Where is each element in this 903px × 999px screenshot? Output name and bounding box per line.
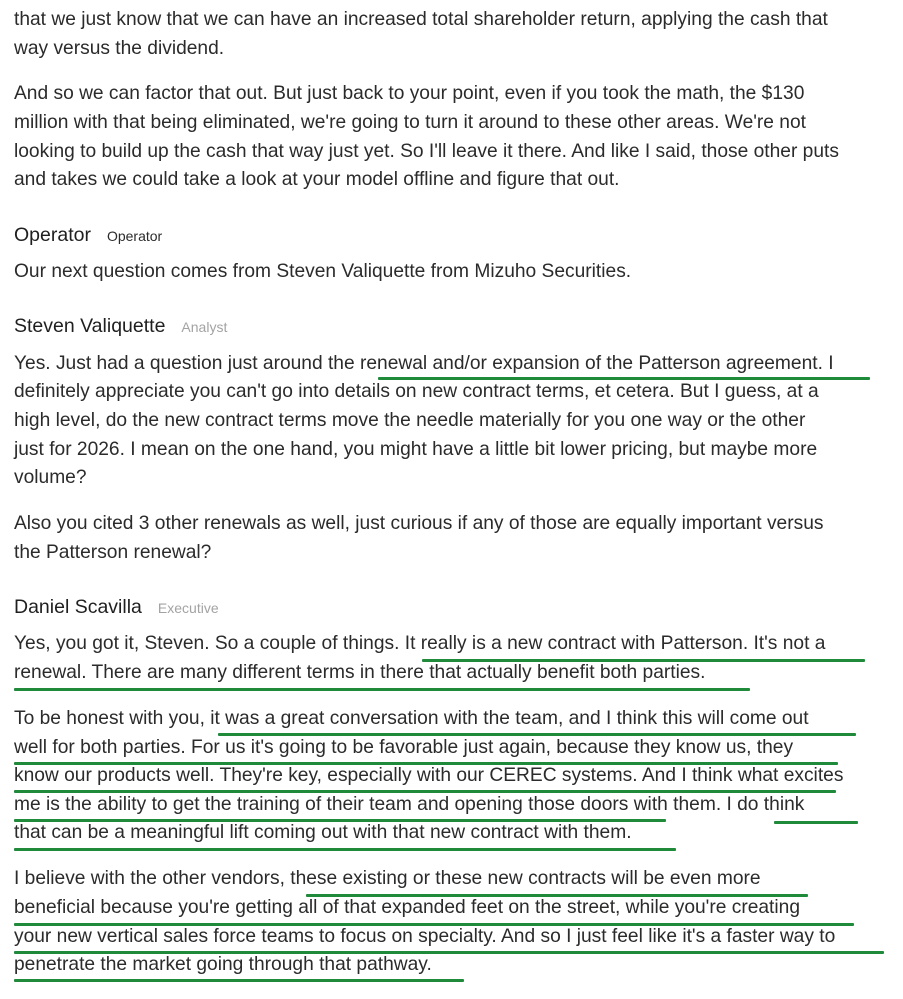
speaker-name: Operator	[14, 224, 91, 246]
highlight-underline	[14, 790, 836, 793]
paragraph-line: your new vertical sales force teams to focus on specialty. And so I just feel like it's a faster way to	[14, 926, 836, 947]
paragraph-line: and takes we could take a look at your model offline and figure that out.	[14, 169, 620, 190]
paragraph-line: penetrate the market going through that pathway.	[14, 954, 432, 975]
paragraph-line: well for both parties. For us it's going to be favorable just again, because they know us, they	[14, 737, 794, 758]
paragraph-line: And so we can factor that out. But just back to your point, even if you took the math, the $130	[14, 83, 805, 104]
paragraph-line: Yes, you got it, Steven. So a couple of things. It really is a new contract with Patterson. It's not a	[14, 633, 826, 654]
highlight-underline	[14, 951, 884, 954]
paragraph-line: million with that being eliminated, we're going to turn it around to these other areas. We're not	[14, 112, 806, 133]
speaker-role-badge: Analyst	[181, 319, 228, 335]
speaker-header-daniel	[14, 594, 219, 620]
highlight-underline	[774, 821, 858, 824]
paragraph-line: that we just know that we can have an increased total shareholder return, applying the cash that	[14, 9, 828, 30]
paragraph-line: I believe with the other vendors, these existing or these new contracts will be even more	[14, 868, 761, 889]
paragraph-line: high level, do the new contract terms move the needle materially for you one way or the other	[14, 410, 806, 431]
paragraph-line: definitely appreciate you can't go into details on new contract terms, et cetera. But I guess, at a	[14, 381, 819, 402]
highlight-underline	[14, 979, 464, 982]
highlight-underline	[378, 377, 870, 380]
paragraph-line: just for 2026. I mean on the one hand, you might have a little bit lower pricing, but maybe more	[14, 439, 818, 460]
paragraph-line: the Patterson renewal?	[14, 542, 212, 563]
paragraph-line: volume?	[14, 467, 87, 488]
paragraph-line: that can be a meaningful lift coming out with that new contract with them.	[14, 822, 632, 843]
paragraph-line: renewal. There are many different terms in there that actually benefit both parties.	[14, 662, 706, 683]
speaker-name: Daniel Scavilla	[14, 596, 142, 618]
highlight-underline	[306, 894, 808, 897]
paragraph-line: Also you cited 3 other renewals as well, just curious if any of those are equally important versus	[14, 513, 824, 534]
paragraph-line: know our products well. They're key, especially with our CEREC systems. And I think what excites	[14, 765, 844, 786]
speaker-header-operator	[14, 222, 162, 248]
paragraph-line: Our next question comes from Steven Valiquette from Mizuho Securities.	[14, 261, 632, 282]
highlight-underline	[14, 688, 750, 691]
speaker-header-steven	[14, 313, 227, 339]
speaker-name: Steven Valiquette	[14, 315, 166, 337]
paragraph-line: me is the ability to get the training of their team and opening those doors with them. I do think	[14, 794, 805, 815]
highlight-underline	[218, 733, 856, 736]
paragraph-line: beneficial because you're getting all of that expanded feet on the street, while you're creating	[14, 897, 800, 918]
highlight-underline	[14, 923, 854, 926]
paragraph-line: looking to build up the cash that way just yet. So I'll leave it there. And like I said, those other puts	[14, 141, 839, 162]
speaker-role-badge: Executive	[157, 600, 219, 616]
paragraph-line: Yes. Just had a question just around the renewal and/or expansion of the Patterson agreement. I	[14, 353, 834, 374]
highlight-underline	[14, 819, 666, 822]
highlight-underline	[14, 762, 838, 765]
paragraph-line: way versus the dividend.	[14, 38, 225, 59]
speaker-role-badge: Operator	[106, 228, 163, 244]
paragraph-line: To be honest with you, it was a great conversation with the team, and I think this will come out	[14, 708, 809, 729]
highlight-underline	[14, 848, 676, 851]
highlight-underline	[422, 659, 865, 662]
